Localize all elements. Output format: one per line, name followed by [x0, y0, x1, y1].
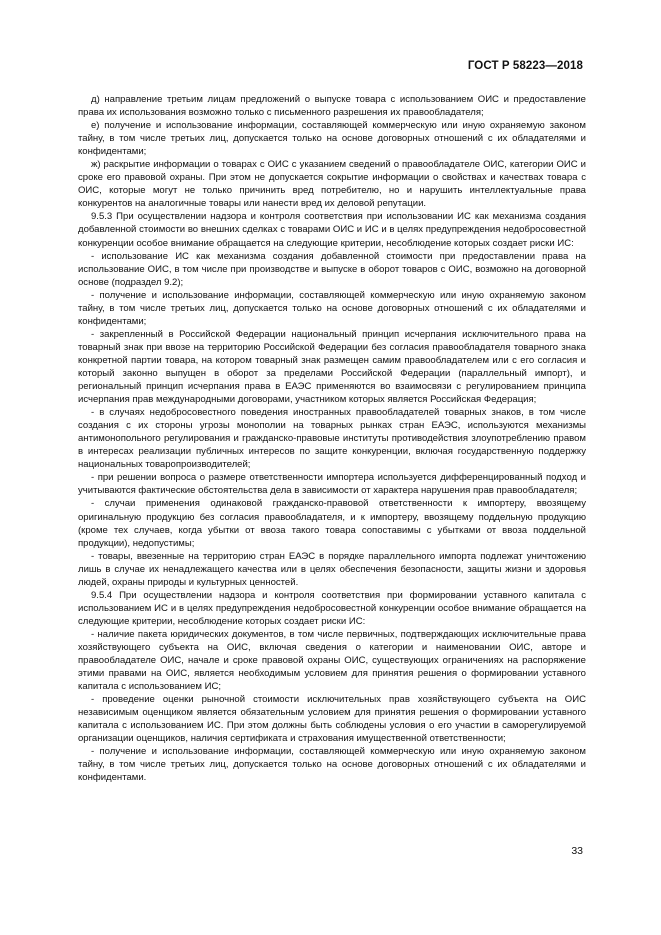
paragraph-item-zh: ж) раскрытие информации о товарах с ОИС с указанием сведений о правообладателе ОИС, категории ОИС и сроке его правовой охраны. При этом не допускается сокрытие информации о свойствах и качествах товара с ОИС, которые могут не только причинить вред потребителю, но и нарушить интеллектуальные права конкурентов на аналогичные товары или нанести вред их деловой репутации. — [78, 159, 586, 210]
section-9-5-3: 9.5.3 При осуществлении надзора и контроля соответствия при использовании ИС как механизма создания добавленной стоимости во внешних сделках с товарами ОИС и ИС и в целях предупреждения недобросовестной конкуренции особое внимание обращается на следующие критерии, несоблюдение которых создает риски ИС: — [78, 211, 586, 249]
list-item: - товары, ввезенные на территорию стран ЕАЭС в порядке параллельного импорта подлежат уничтожению лишь в случае их ненадлежащего качества или в целях обеспечения безопасности, защиты жизни и здоровья людей, охраны природы и культурных ценностей. — [78, 550, 586, 588]
list-item: - закрепленный в Российской Федерации национальный принцип исчерпания исключительного права на товарный знак при ввозе на территорию Российской Федерации без согласия правообладателя товарного знака конкретной партии товара, на котором товарный знак размещен самим правообладателем или с его согласия и который законно выпущен в оборот за пределами Российской Федерации (параллельный импорт), и региональный принцип исчерпания права в ЕАЭС применяются во взаимосвязи с регулированием принципа исчерпания прав международными договорами, участником которых является Российская Федерация; — [78, 328, 586, 406]
section-9-5-4: 9.5.4 При осуществлении надзора и контроля соответствия при формировании уставного капитала с использованием ИС и в целях предупреждения недобросовестной конкуренции особое внимание обращается на следующие критерии, несоблюдение которых создает риски ИС: — [78, 589, 586, 627]
list-item: - случаи применения одинаковой гражданско-правовой ответственности к импортеру, ввозящему оригинальную продукцию без согласия правообладателя, и к импортеру, ввозящему поддельную продукцию (кроме тех случаев, когда убытки от ввоза такого товара сопоставимы с убытками от ввоза поддельной продукции), недопустимы; — [78, 498, 586, 549]
list-item: - использование ИС как механизма создания добавленной стоимости при предоставлении права на использование ОИС, в том числе при производстве и выпуске в оборот товаров с ОИС, возможно на договорной основе (подраздел 9.2); — [78, 250, 586, 288]
list-item: - получение и использование информации, составляющей коммерческую или иную охраняемую законом тайну, в том числе третьих лиц, допускается только на основе договорных отношений с их обладателями и конфидентами. — [78, 746, 586, 784]
list-item: - проведение оценки рыночной стоимости исключительных прав хозяйствующего субъекта на ОИС независимым оценщиком является обязательным условием для принятия решения о формировании уставного капитала с использованием ИС. При этом должны быть соблюдены условия о его участии в саморегулируемой организации оценщиков, наличия сертификата и страхования имущественной ответственности; — [78, 694, 586, 745]
list-item: - в случаях недобросовестного поведения иностранных правообладателей товарных знаков, в том числе создания с их стороны угрозы монополии на товарных рынках стран ЕАЭС, используются механизмы антимонопольного регулирования и гражданско-правовые институты противодействия злоупотреблению правом в интересах реализации публичных интересов по защите конкуренции, включая государственную поддержку национальных товаропроизводителей; — [78, 407, 586, 471]
list-item: - получение и использование информации, составляющей коммерческую или иную охраняемую законом тайну, в том числе третьих лиц, допускается только на основе договорных отношений с их обладателями и конфидентами; — [78, 289, 586, 327]
paragraph-item-e: е) получение и использование информации, составляющей коммерческую или иную охраняемую законом тайну, в том числе третьих лиц, допускается только на основе договорных отношений с их обладателями и конфидентами; — [78, 120, 586, 158]
page-number: 33 — [571, 845, 583, 857]
list-item: - наличие пакета юридических документов, в том числе первичных, подтверждающих исключительные права хозяйствующего субъекта на ОИС, включая сведения о категории и наименовании ОИС, авторе и правообладателе ОИС, начале и сроке правовой охраны ОИС, существующих ограничениях на распоряжение этими правами на ОИС, является необходимым условием для принятия решения о формировании уставного капитала с использованием ИС; — [78, 628, 586, 693]
paragraph-item-d: д) направление третьим лицам предложений о выпуске товара с использованием ОИС и предоставление права их использования возможно только с письменного разрешения их правообладателя; — [78, 94, 586, 119]
list-item: - при решении вопроса о размере ответственности импортера используется дифференцированный подход и учитываются фактические обстоятельства дела в зависимости от характера нарушения прав правообладателя; — [78, 472, 586, 497]
document-header-standard-id: ГОСТ Р 58223—2018 — [467, 60, 583, 72]
document-body — [78, 93, 586, 784]
